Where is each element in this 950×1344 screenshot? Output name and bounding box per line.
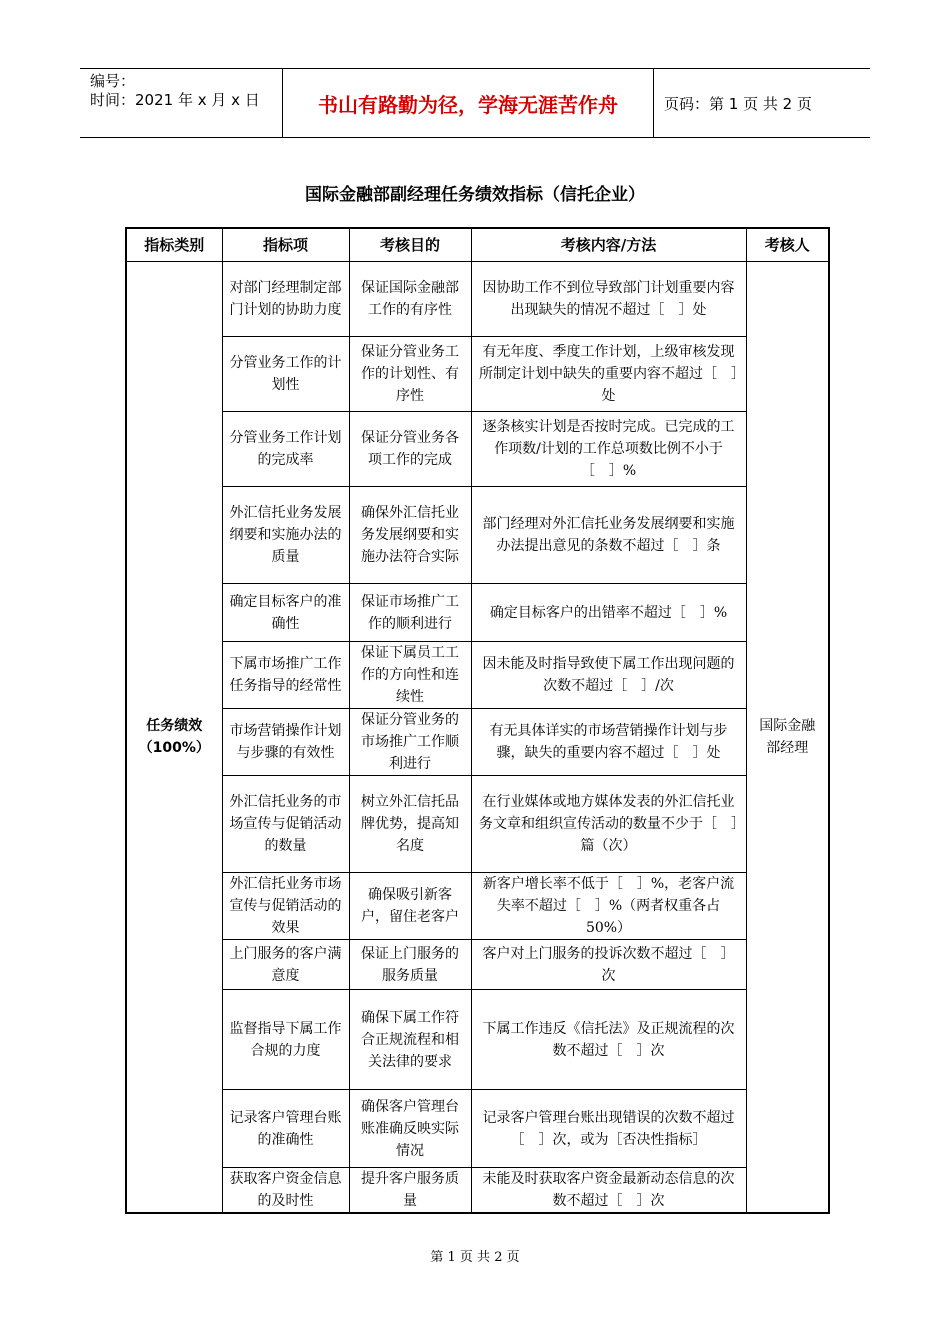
column-header-purpose: 考核目的 xyxy=(349,228,471,262)
table-row xyxy=(126,940,829,990)
header-motto: 书山有路勤为径，学海无涯苦作舟 xyxy=(283,69,654,137)
purpose-cell: 确保吸引新客户，留住老客户 xyxy=(349,873,471,940)
method-cell: 有无具体详实的市场营销操作计划与步骤，缺失的重要内容不超过［ ］处 xyxy=(471,709,746,776)
purpose-cell: 提升客户服务质量 xyxy=(349,1168,471,1214)
category-weight: （100%） xyxy=(138,740,210,756)
method-cell: 客户对上门服务的投诉次数不超过［ ］次 xyxy=(471,940,746,990)
kpi-table xyxy=(125,227,830,1214)
category-cell xyxy=(126,262,222,1214)
table-row xyxy=(126,776,829,873)
table-header-row xyxy=(126,228,829,262)
column-header-reviewer: 考核人 xyxy=(746,228,829,262)
table-row xyxy=(126,487,829,584)
item-cell: 外汇信托业务发展纲要和实施办法的质量 xyxy=(222,487,349,584)
table-row xyxy=(126,990,829,1090)
item-cell: 外汇信托业务市场宣传与促销活动的效果 xyxy=(222,873,349,940)
method-cell: 部门经理对外汇信托业务发展纲要和实施办法提出意见的条数不超过［ ］条 xyxy=(471,487,746,584)
doc-number-label: 编号： xyxy=(90,72,136,90)
purpose-cell: 树立外汇信托品牌优势，提高知名度 xyxy=(349,776,471,873)
item-cell: 对部门经理制定部门计划的协助力度 xyxy=(222,262,349,337)
method-cell: 下属工作违反《信托法》及正规流程的次数不超过［ ］次 xyxy=(471,990,746,1090)
table-row xyxy=(126,1090,829,1168)
document-header xyxy=(80,68,870,138)
header-page-number: 页码：第 1 页 共 2 页 xyxy=(664,94,812,113)
method-cell: 在行业媒体或地方媒体发表的外汇信托业务文章和组织宣传活动的数量不少于［ ］篇（次） xyxy=(471,776,746,873)
item-cell: 上门服务的客户满意度 xyxy=(222,940,349,990)
table-row xyxy=(126,262,829,337)
table-row xyxy=(126,337,829,412)
item-cell: 外汇信托业务的市场宣传与促销活动的数量 xyxy=(222,776,349,873)
purpose-cell: 保证分管业务工作的计划性、有序性 xyxy=(349,337,471,412)
table-row xyxy=(126,1168,829,1214)
method-cell: 确定目标客户的出错率不超过［ ］% xyxy=(471,584,746,642)
column-header-item: 指标项 xyxy=(222,228,349,262)
header-meta xyxy=(80,69,283,137)
table-row xyxy=(126,642,829,709)
document-title: 国际金融部副经理任务绩效指标（信托企业） xyxy=(305,185,645,205)
item-cell: 确定目标客户的准确性 xyxy=(222,584,349,642)
doc-date-label: 时间：2021 年 x 月 x 日 xyxy=(90,91,260,109)
purpose-cell: 保证市场推广工作的顺利进行 xyxy=(349,584,471,642)
category-label: 任务绩效 xyxy=(146,718,203,734)
item-cell: 分管业务工作计划的完成率 xyxy=(222,412,349,487)
item-cell: 分管业务工作的计划性 xyxy=(222,337,349,412)
method-cell: 有无年度、季度工作计划，上级审核发现所制定计划中缺失的重要内容不超过［ ］处 xyxy=(471,337,746,412)
column-header-method: 考核内容/方法 xyxy=(471,228,746,262)
table-row xyxy=(126,873,829,940)
purpose-cell: 保证分管业务的市场推广工作顺利进行 xyxy=(349,709,471,776)
purpose-cell: 确保下属工作符合正规流程和相关法律的要求 xyxy=(349,990,471,1090)
reviewer-cell: 国际金融部经理 xyxy=(746,262,829,1214)
item-cell: 市场营销操作计划与步骤的有效性 xyxy=(222,709,349,776)
table-row xyxy=(126,412,829,487)
item-cell: 监督指导下属工作合规的力度 xyxy=(222,990,349,1090)
purpose-cell: 确保外汇信托业务发展纲要和实施办法符合实际 xyxy=(349,487,471,584)
method-cell: 未能及时获取客户资金最新动态信息的次数不超过［ ］次 xyxy=(471,1168,746,1214)
method-cell: 逐条核实计划是否按时完成。已完成的工作项数/计划的工作总项数比例不小于［ ］% xyxy=(471,412,746,487)
purpose-cell: 确保客户管理台账准确反映实际情况 xyxy=(349,1090,471,1168)
item-cell: 获取客户资金信息的及时性 xyxy=(222,1168,349,1214)
method-cell: 记录客户管理台账出现错误的次数不超过［ ］次，或为［否决性指标］ xyxy=(471,1090,746,1168)
purpose-cell: 保证分管业务各项工作的完成 xyxy=(349,412,471,487)
purpose-cell: 保证上门服务的服务质量 xyxy=(349,940,471,990)
purpose-cell: 保证国际金融部工作的有序性 xyxy=(349,262,471,337)
method-cell: 因协助工作不到位导致部门计划重要内容出现缺失的情况不超过［ ］处 xyxy=(471,262,746,337)
table-row xyxy=(126,709,829,776)
item-cell: 记录客户管理台账的准确性 xyxy=(222,1090,349,1168)
purpose-cell: 保证下属员工工作的方向性和连续性 xyxy=(349,642,471,709)
page-footer: 第 1 页 共 2 页 xyxy=(430,1250,520,1265)
table-row xyxy=(126,584,829,642)
column-header-category: 指标类别 xyxy=(126,228,222,262)
item-cell: 下属市场推广工作任务指导的经常性 xyxy=(222,642,349,709)
method-cell: 因未能及时指导致使下属工作出现问题的次数不超过［ ］/次 xyxy=(471,642,746,709)
method-cell: 新客户增长率不低于［ ］%，老客户流失率不超过［ ］%（两者权重各占 50%） xyxy=(471,873,746,940)
